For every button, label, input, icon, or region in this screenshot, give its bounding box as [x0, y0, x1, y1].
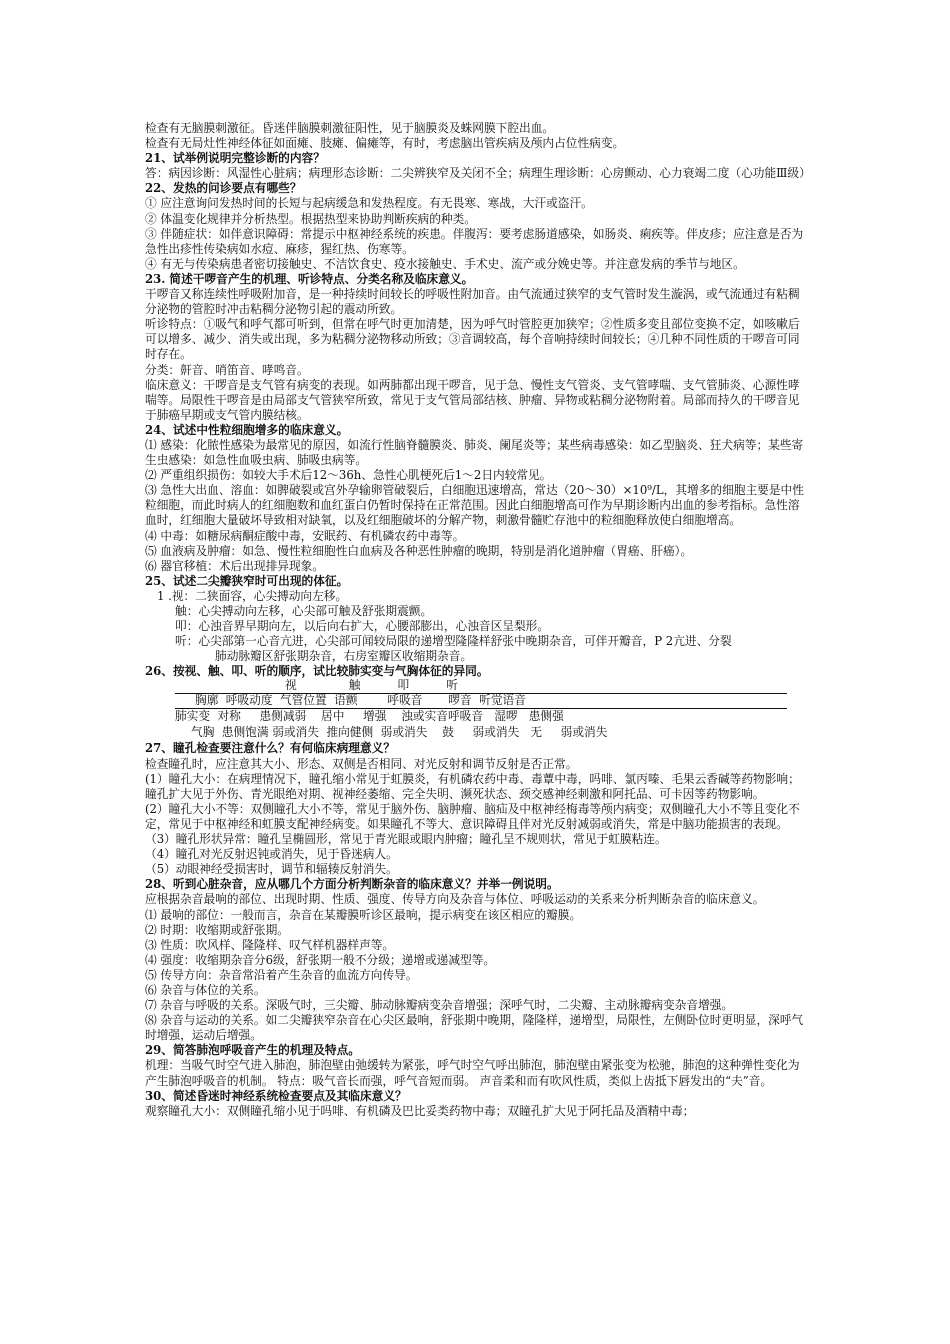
- text-line: (2）瞳孔大小不等：双侧瞳孔大小不等，常见于脑外伤、脑肿瘤、脑疝及中枢神经梅毒等颅内病变；双侧瞳孔大小不等且变化不定，常见于中枢神经和虹膜支配神经病变。如果瞳孔不等大、意识障碍且伴对光反射减弱或消失，常是中脑功能损害的表现。: [145, 801, 800, 831]
- text-line: 检查瞳孔时，应注意其大小、形态、双侧是否相同、对光反射和调节反射是否正常。: [145, 756, 578, 771]
- text-line: （5）动眼神经受损害时，调节和辐辏反射消失。: [145, 862, 398, 877]
- section-heading: 28、听到心脏杂音，应从哪几个方面分析判断杂音的临床意义？并举一例说明。: [145, 877, 559, 892]
- text-line: 听：心尖部第一心音亢进，心尖部可闻较局限的递增型隆隆样舒张中晚期杂音，可伴开瓣音，P 2亢进、分裂: [175, 634, 732, 649]
- text-line: 干啰音又称连续性呼吸附加音，是一种持续时间较长的呼吸性附加音。由气流通过狭窄的支气管时发生漩涡，或气流通过有粘稠分泌物的管腔时冲击粘稠分泌物引起的震动所致。: [145, 287, 800, 317]
- text-line: 检查有无局灶性神经体征如面瘫、肢瘫、偏瘫等，有时，考虑脑出管疾病及颅内占位性病变。: [145, 136, 625, 151]
- table-row-lung-consolidation: 肺实变 对称 患侧减弱 居中 增强 浊或实音呼吸音 湿啰 患侧强: [175, 709, 564, 724]
- table-header-row: 视 触 叩 听: [285, 678, 459, 693]
- text-line: 检查有无脑膜刺激征。昏迷伴脑膜刺激征阳性，见于脑膜炎及蛛网膜下腔出血。: [145, 121, 555, 135]
- section-heading: 25、试述二尖瓣狭窄时可出现的体征。: [145, 573, 349, 588]
- text-line: 观察瞳孔大小：双侧瞳孔缩小见于吗啡、有机磷及巴比妥类药物中毒；双瞳孔扩大见于阿托品及酒精中毒；: [145, 1103, 695, 1118]
- text-line: ⑶ 急性大出血、溶血：如脾破裂或宫外孕输卵管破裂后，白细胞迅速增高，常达（20～30）×10⁹/L，其增多的细胞主要是中性粒细胞，而此时病人的红细胞数和血红蛋白仍暂时保持在正常范围。因此白细胞增高可作为早期诊断内出血的参考指标。急性溶血时，红细胞大量破坏导致相对缺氧，以及红细胞破坏的分解产物，刺激骨髓贮存池中的粒细胞释放使白细胞增高。: [145, 483, 804, 528]
- text-line: 分类：鼾音、哨笛音、哮鸣音。: [145, 362, 309, 377]
- section-heading: 22、发热的问诊要点有哪些？: [145, 181, 302, 196]
- table-subheader-row: 胸廓 呼吸动度 气管位置 语颤 呼吸音 啰音 听觉语音: [195, 693, 526, 708]
- text-line: 触：心尖搏动向左移，心尖部可触及舒张期震颤。: [175, 604, 433, 618]
- text-line: ⑸ 血液病及肿瘤：如急、慢性粒细胞性白血病及各种恶性肿瘤的晚期，特别是消化道肿瘤（胃癌、肝癌）。: [145, 543, 693, 558]
- text-line: （3）瞳孔形状异常：瞳孔呈椭圆形，常见于青光眼或眼内肿瘤；瞳孔呈不规则状，常见于虹膜粘连。: [145, 832, 667, 847]
- table-row-pneumothorax: 气胸 患侧饱满 弱或消失 推向健侧 弱或消失 鼓 弱或消失 无 弱或消失: [191, 725, 608, 740]
- text-line: ⑷ 强度：收缩期杂音分6级，舒张期一般不分级；递增或递减型等。: [145, 952, 496, 967]
- text-line: 应根据杂音最响的部位、出现时期、性质、强度、传导方向及杂音与体位、呼吸运动的关系来分析判断杂音的临床意义。: [145, 892, 765, 907]
- section-heading: 29、简答肺泡呼吸音产生的机理及特点。: [145, 1043, 360, 1058]
- section-heading: 26、按视、触、叩、听的顺序，试比较肺实变与气胸体征的异同。: [145, 664, 489, 679]
- text-line: 肺动脉瓣区舒张期杂音，右房室瓣区收缩期杂音。: [215, 649, 473, 664]
- text-line: ⑵ 时期：收缩期或舒张期。: [145, 922, 289, 937]
- text-line: ⑺ 杂音与呼吸的关系。深吸气时，三尖瓣、肺动脉瓣病变杂音增强；深呼气时，二尖瓣、主动脉瓣病变杂音增强。: [145, 998, 734, 1013]
- text-line: ⑸ 传导方向：杂音常沿着产生杂音的血流方向传导。: [145, 967, 418, 982]
- text-line: ② 体温变化规律并分析热型。根据热型来协助判断疾病的种类。: [145, 211, 476, 226]
- text-line: 机理：当吸气时空气进入肺泡，肺泡壁由弛缓转为紧张，呼气时空气呼出肺泡，肺泡壁由紧张变为松驰，肺泡的这种弹性变化为产生肺泡呼吸音的机制。 特点：吸气音长而强，呼气音短而弱。 声音柔和而有吹风性质，类似上齿抵下唇发出的“夫”音。: [145, 1058, 800, 1088]
- text-line: ⑹ 器官移植：术后出现排异现象。: [145, 558, 325, 573]
- text-line: ⑶ 性质：吹风样、隆隆样、叹气样机器样声等。: [145, 937, 395, 952]
- text-line: 1 .视：二狭面容，心尖搏动向左移。: [157, 588, 348, 603]
- section-heading: 27、瞳孔检查要注意什么？有何临床病理意义？: [145, 741, 396, 756]
- text-line: ⑵ 严重组织损伤：如较大手术后12～36h、急性心肌梗死后1～2日内较常见。: [145, 468, 552, 483]
- text-line: (1）瞳孔大小：在病理情况下，瞳孔缩小常见于虹膜炎，有机磷农药中毒、毒蕈中毒，吗啡、氯丙嗪、毛果云香碱等药物影响；瞳孔扩大见于外伤、青光眼绝对期、视神经萎缩、完全失明、濒死状态、颈交感神经刺激和阿托品、可卡因等药物影响。: [145, 771, 800, 801]
- text-line: ④ 有无与传染病患者密切接触史、不洁饮食史、疫水接触史、手术史、流产或分娩史等。并注意发病的季节与地区。: [145, 256, 745, 271]
- text-line: ⑴ 感染：化脓性感染为最常见的原因，如流行性脑脊髓膜炎、肺炎、阑尾炎等；某些病毒感染：如乙型脑炎、狂犬病等；某些寄生虫感染：如急性血吸虫病、肺吸虫病等。: [145, 437, 804, 468]
- text-block-lower: [145, 741, 810, 1118]
- text-block-upper: [145, 121, 810, 679]
- document-page: [145, 121, 810, 1119]
- text-line: 听诊特点：①吸气和呼气都可听到，但常在呼气时更加清楚，因为呼气时管腔更加狭窄；②性质多变且部位变换不定，如咳嗽后可以增多、减少、消失或出现，多为粘稠分泌物移动所致；③音调较高，每个音响持续时间较长；④几种不同性质的干啰音可同时存在。: [145, 317, 800, 362]
- comparison-table-26: [145, 679, 810, 741]
- section-heading: 24、试述中性粒细胞增多的临床意义。: [145, 422, 349, 437]
- text-line: 答：病因诊断：风湿性心脏病；病理形态诊断：二尖辨狭窄及关闭不全；病理生理诊断：心房颤动、心力衰竭二度（心功能Ⅲ级）: [145, 166, 811, 181]
- text-line: ⑻ 杂音与运动的关系。如二尖瓣狭窄杂音在心尖区最响，舒张期中晚期，隆隆样，递增型，局限性，左侧卧位时更明显，深呼气时增强，运动后增强。: [145, 1013, 804, 1043]
- text-line: ⑴ 最响的部位：一般而言，杂音在某瓣膜听诊区最响，提示病变在该区相应的瓣膜。: [145, 907, 582, 922]
- text-line: ⑹ 杂音与体位的关系。: [145, 982, 266, 997]
- section-heading: 21、试举例说明完整诊断的内容？: [145, 151, 325, 166]
- text-line: ① 应注意询问发热时间的长短与起病缓急和发热程度。有无畏寒、寒战，大汗或盗汗。: [145, 196, 593, 211]
- text-line: ③ 伴随症状：如伴意识障碍：常提示中枢神经系统的疾患。伴腹泻：要考虑肠道感染，如肠炎、痢疾等。伴皮疹；应注意是否为急性出疹性传染病如水痘、麻疹，猩红热、伤寒等。: [145, 226, 804, 256]
- section-heading: 30、简述昏迷时神经系统检查要点及其临床意义？: [145, 1088, 407, 1103]
- text-line: ⑷ 中毒：如糖尿病酮症酸中毒，安眠药、有机磷农药中毒等。: [145, 528, 465, 543]
- text-line: 临床意义：干啰音是支气管有病变的表现。如两肺都出现干啰音，见于急、慢性支气管炎、支气管哮喘、支气管肺炎、心源性哮喘等。局限性干啰音是由局部支气管狭窄所致，常见于支气管局部结核、肿瘤、异物或粘稠分泌物附着。局部而持久的干啰音见于肺癌早期或支气管内膜结核。: [145, 377, 800, 422]
- text-line: 叩：心浊音界早期向左，以后向右扩大，心腰部膨出，心浊音区呈梨形。: [175, 619, 550, 634]
- section-heading: 23. 简述干啰音产生的机理、听诊特点、分类名称及临床意义。: [145, 271, 474, 286]
- text-line: （4）瞳孔对光反射迟钝或消失，见于昏迷病人。: [145, 847, 398, 862]
